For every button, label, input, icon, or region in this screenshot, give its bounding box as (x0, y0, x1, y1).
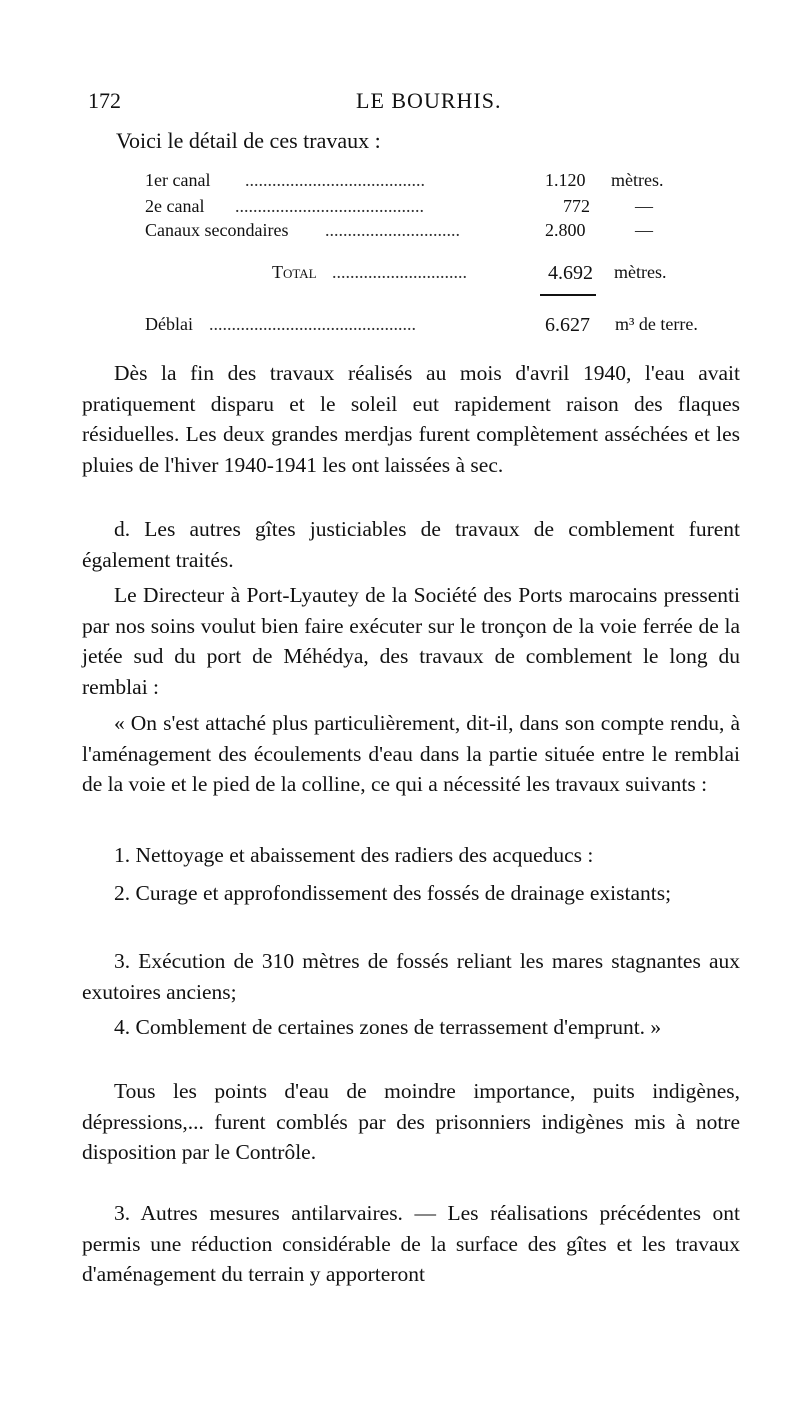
deblai-unit: m³ de terre. (615, 314, 698, 334)
page-number: 172 (88, 88, 121, 113)
paragraph: d. Les autres gîtes justiciables de travaux de comblement furent également traités. (82, 517, 740, 572)
paragraph: Le Directeur à Port-Lyautey de la Société des Ports marocains pressenti par nos soins voulut bien faire exécuter sur le tronçon de la voie ferrée de la jetée sud du port de Méhédya, des travaux de comblement le long du remblai : (82, 583, 740, 699)
table-row: .............................. Canaux secondaires 2.800 — (145, 220, 653, 240)
table-row: ........................................ 1er canal 1.120 mètres. (145, 170, 664, 190)
row-unit: mètres. (611, 170, 664, 190)
running-title: LE BOURHIS. (356, 88, 502, 113)
row-label: 2e canal (145, 196, 205, 216)
row-label: Canaux secondaires (145, 220, 289, 240)
deblai-row: .............................................. Déblai 6.627 m³ de terre. (145, 314, 698, 336)
total-row: .............................. Total 4.692 mètres. (272, 262, 667, 284)
quote-paragraph: « On s'est attaché plus particulièrement, dit-il, dans son compte rendu, à l'aménagement des écoulements d'eau dans la partie située entre le remblai de la voie et le pied de la colline, ce qui a nécessité les travaux suivants : (82, 711, 740, 796)
list-item: 2. Curage et approfondissement des fossés de drainage existants; (114, 881, 672, 905)
list-item: 3. Exécution de 310 mètres de fossés reliant les mares stagnantes aux exutoires anciens; (82, 949, 740, 1004)
deblai-value: 6.627 (545, 314, 590, 336)
section-paragraph: 3. Autres mesures antilarvaires. — Les réalisations précédentes ont permis une réduction considérable de la surface des gîtes et les travaux d'aménagement du terrain y apporteront (82, 1201, 740, 1286)
total-underline (540, 294, 596, 296)
total-value: 4.692 (548, 262, 593, 284)
paragraph: Dès la fin des travaux réalisés au mois d'avril 1940, l'eau avait pratiquement disparu et le soleil eut rapidement raison des flaques résiduelles. Les deux grandes merdjas furent complètement asséchées et les pluies de l'hiver 1940-1941 les ont laissées à sec. (82, 361, 740, 477)
paragraph: Tous les points d'eau de moindre importance, puits indigènes, dépressions,... furent comblés par des prisonniers indigènes mis à notre disposition par le Contrôle. (82, 1079, 740, 1164)
table-row: .......................................... 2e canal 772 — (145, 196, 653, 216)
deblai-label: Déblai (145, 314, 193, 334)
row-value: 772 (563, 196, 590, 216)
row-label: 1er canal (145, 170, 211, 190)
row-unit: — (635, 196, 653, 216)
total-unit: mètres. (614, 262, 667, 282)
row-value: 2.800 (545, 220, 586, 240)
page-header (88, 88, 728, 118)
row-value: 1.120 (545, 170, 586, 190)
total-label: Total (272, 262, 317, 282)
row-unit: — (635, 220, 653, 240)
intro-line: Voici le détail de ces travaux : (116, 128, 381, 153)
list-item: 1. Nettoyage et abaissement des radiers des acqueducs : (114, 843, 594, 867)
list-item: 4. Comblement de certaines zones de terrassement d'emprunt. » (114, 1015, 662, 1039)
